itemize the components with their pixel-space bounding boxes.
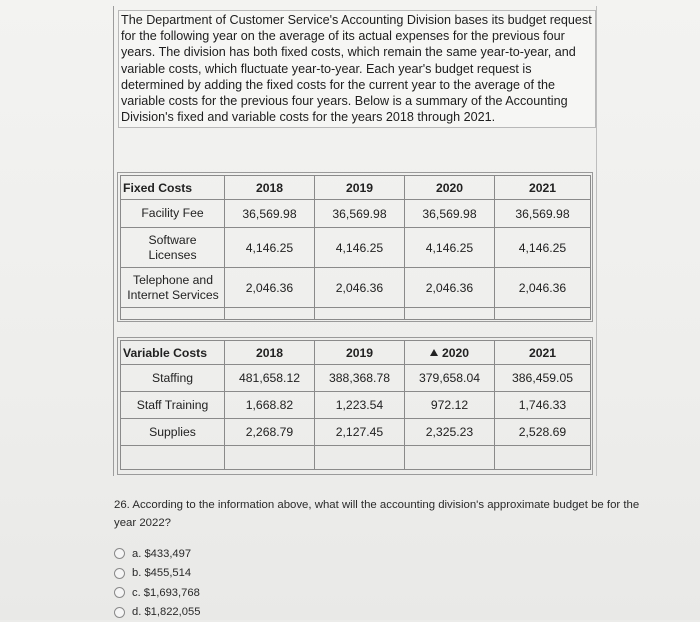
table-cell: 1,746.33	[495, 392, 591, 419]
year-header: 2019	[315, 341, 405, 365]
row-label: Staff Training	[121, 392, 225, 419]
table-cell: 2,528.69	[495, 419, 591, 446]
row-label: Facility Fee	[121, 200, 225, 228]
table-cell: 2,046.36	[225, 268, 315, 308]
fixed-costs-header: Fixed Costs	[121, 176, 225, 200]
answer-option-c[interactable]	[114, 583, 200, 603]
table-row	[121, 200, 591, 228]
table-cell: 388,368.78	[315, 365, 405, 392]
answer-option-d[interactable]	[114, 603, 200, 622]
table-cell: 2,046.36	[405, 268, 495, 308]
table-cell: 36,569.98	[405, 200, 495, 228]
table-cell: 4,146.25	[225, 228, 315, 268]
row-label-text: Telephone and Internet Services	[121, 273, 225, 303]
radio-button[interactable]	[114, 568, 125, 579]
table-row	[121, 392, 591, 419]
row-label: Supplies	[121, 419, 225, 446]
option-label: d. $1,822,055	[132, 606, 200, 618]
table-cell: 4,146.25	[315, 228, 405, 268]
table-row	[121, 365, 591, 392]
row-label-text: Software Licenses	[142, 233, 204, 263]
year-header-2020	[405, 341, 495, 365]
table-row	[121, 268, 591, 308]
fixed-costs-table	[120, 175, 591, 320]
empty-row	[121, 308, 591, 320]
radio-button[interactable]	[114, 548, 125, 559]
intro-paragraph: The Department of Customer Service's Accounting Division bases its budget request for the following year on the average of its actual expenses for the previous four years. The division has both fixed costs, which remain the same year-to-year, and variable costs, which fluctuate year-to-year. Each year's budget request is determined by adding the fixed costs for the current year to the average of the variable costs for the previous four years. Below is a summary of the Accounting Division's fixed and variable costs for the years 2018 through 2021.	[118, 10, 596, 128]
question-text: 26. According to the information above, what will the accounting division's approximate budget be for the year 2022?	[114, 496, 654, 532]
year-header: 2018	[225, 176, 315, 200]
row-label	[121, 268, 225, 308]
table-cell: 481,658.12	[225, 365, 315, 392]
table-row	[121, 228, 591, 268]
table-cell: 2,046.36	[315, 268, 405, 308]
table-cell: 379,658.04	[405, 365, 495, 392]
table-cell: 36,569.98	[495, 200, 591, 228]
table-cell: 972.12	[405, 392, 495, 419]
mouse-pointer-icon	[430, 349, 438, 356]
table-cell: 1,668.82	[225, 392, 315, 419]
empty-row	[121, 446, 591, 470]
option-label: b. $455,514	[132, 567, 191, 579]
radio-button[interactable]	[114, 607, 125, 618]
variable-header-row	[121, 341, 591, 365]
row-label: Staffing	[121, 365, 225, 392]
table-cell: 2,268.79	[225, 419, 315, 446]
table-cell: 1,223.54	[315, 392, 405, 419]
year-header: 2021	[495, 176, 591, 200]
year-header: 2019	[315, 176, 405, 200]
table-cell: 36,569.98	[315, 200, 405, 228]
option-label: a. $433,497	[132, 548, 191, 560]
year-header-text: 2020	[442, 346, 469, 360]
row-label	[121, 228, 225, 268]
variable-costs-header: Variable Costs	[121, 341, 225, 365]
answer-option-b[interactable]	[114, 564, 200, 584]
answer-options	[114, 544, 200, 622]
year-header: 2020	[405, 176, 495, 200]
table-cell: 2,127.45	[315, 419, 405, 446]
table-cell: 2,046.36	[495, 268, 591, 308]
table-cell: 36,569.98	[225, 200, 315, 228]
table-cell: 386,459.05	[495, 365, 591, 392]
option-label: c. $1,693,768	[132, 587, 200, 599]
table-cell: 4,146.25	[495, 228, 591, 268]
variable-costs-table	[120, 340, 591, 470]
year-header: 2021	[495, 341, 591, 365]
table-cell: 2,325.23	[405, 419, 495, 446]
table-cell: 4,146.25	[405, 228, 495, 268]
fixed-header-row	[121, 176, 591, 200]
answer-option-a[interactable]	[114, 544, 200, 564]
year-header: 2018	[225, 341, 315, 365]
table-row	[121, 419, 591, 446]
radio-button[interactable]	[114, 587, 125, 598]
